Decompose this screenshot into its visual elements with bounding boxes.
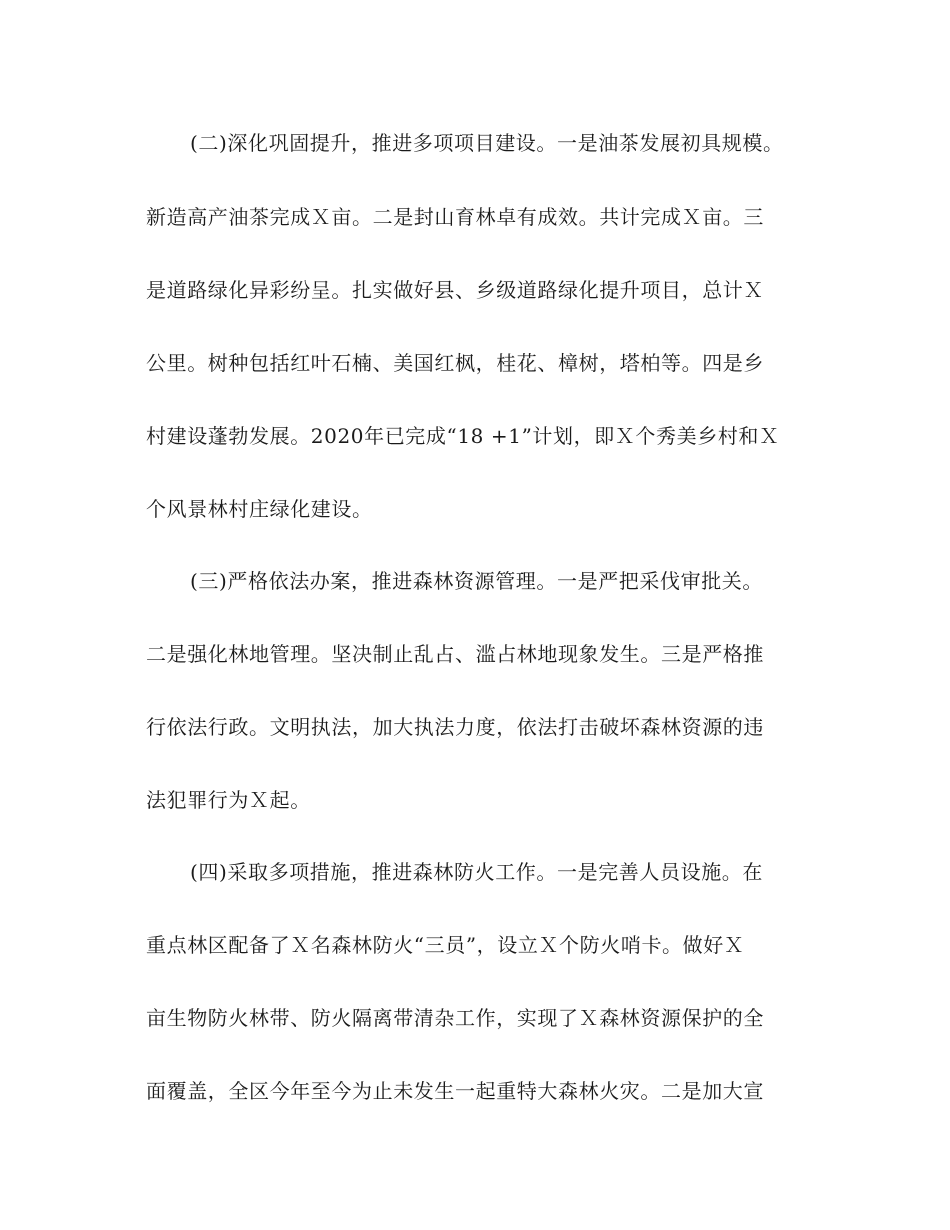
paragraph-line: 法犯罪行为Ｘ起。 <box>146 788 311 812</box>
paragraph-line: 行依法行政。文明执法，加大执法力度，依法打击破坏森林资源的违 <box>146 715 764 739</box>
paragraph-line: 个风景林村庄绿化建设。 <box>146 497 373 521</box>
paragraph-line: 公里。树种包括红叶石楠、美国红枫，桂花、樟树，塔柏等。四是乡 <box>146 351 764 375</box>
paragraph-line: 面覆盖，全区今年至今为止未发生一起重特大森林火灾。二是加大宣 <box>146 1079 764 1103</box>
paragraph-line: 亩生物防火林带、防火隔离带清杂工作，实现了Ｘ森林资源保护的全 <box>146 1006 764 1030</box>
section-2-heading-line: (二)深化巩固提升，推进多项项目建设。一是油茶发展初具规模。 <box>190 131 784 155</box>
section-4-heading-line: (四)采取多项措施，推进森林防火工作。一是完善人员设施。在 <box>190 860 764 884</box>
paragraph-line: 重点林区配备了Ｘ名森林防火“三员”，设立Ｘ个防火哨卡。做好Ｘ <box>146 933 745 957</box>
paragraph-line: 是道路绿化异彩纷呈。扎实做好县、乡级道路绿化提升项目，总计Ｘ <box>146 278 764 302</box>
paragraph-line: 二是强化林地管理。坚决制止乱占、滥占林地现象发生。三是严格推 <box>146 642 764 666</box>
paragraph-line: 新造高产油茶完成Ｘ亩。二是封山育林卓有成效。共计完成Ｘ亩。三 <box>146 205 764 229</box>
paragraph-line: 村建设蓬勃发展。2020年已完成“18 +1”计划，即Ｘ个秀美乡村和Ｘ <box>146 424 780 448</box>
section-3-heading-line: (三)严格依法办案，推进森林资源管理。一是严把采伐审批关。 <box>190 569 764 593</box>
